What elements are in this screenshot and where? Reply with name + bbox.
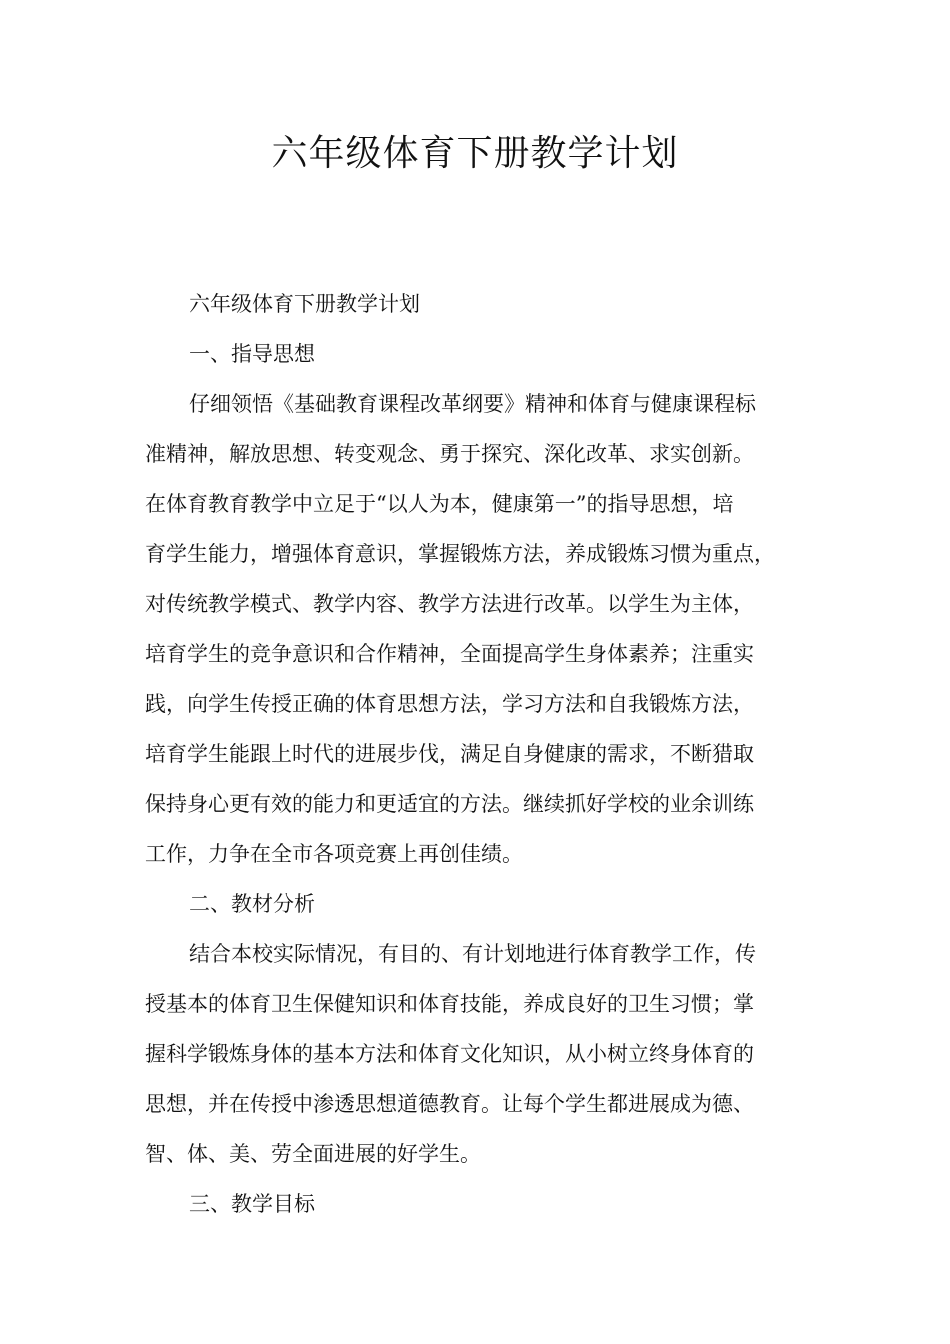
- paragraph-line: 准精神，解放思想、转变观念、勇于探究、深化改革、求实创新。: [145, 442, 754, 466]
- paragraph-line: 智、体、美、劳全面进展的好学生。: [145, 1142, 481, 1166]
- paragraph-line: 六年级体育下册教学计划: [189, 292, 420, 316]
- section-heading: 一、指导思想: [189, 342, 315, 366]
- paragraph-line: 授基本的体育卫生保健知识和体育技能，养成良好的卫生习惯；掌: [145, 992, 754, 1016]
- paragraph-line: 培育学生能跟上时代的进展步伐，满足自身健康的需求，不断猎取: [145, 742, 754, 766]
- paragraph-line: 握科学锻炼身体的基本方法和体育文化知识，从小树立终身体育的: [145, 1042, 754, 1066]
- paragraph-line: 在体育教育教学中立足于“以人为本，健康第一”的指导思想，培: [145, 492, 734, 516]
- section-heading: 三、教学目标: [189, 1192, 315, 1216]
- paragraph-line: 工作，力争在全市各项竞赛上再创佳绩。: [145, 842, 523, 866]
- paragraph-line: 思想，并在传授中渗透思想道德教育。让每个学生都进展成为德、: [145, 1092, 754, 1116]
- document-title: 六年级体育下册教学计划: [271, 133, 679, 174]
- document-body: [145, 279, 829, 1229]
- paragraph-line: 仔细领悟《基础教育课程改革纲要》精神和体育与健康课程标: [189, 392, 756, 416]
- section-heading: 二、教材分析: [189, 892, 315, 916]
- paragraph-line: 对传统教学模式、教学内容、教学方法进行改革。以学生为主体，: [145, 592, 754, 616]
- paragraph-line: 践，向学生传授正确的体育思想方法，学习方法和自我锻炼方法，: [145, 692, 754, 716]
- paragraph-line: 保持身心更有效的能力和更适宜的方法。继续抓好学校的业余训练: [145, 792, 754, 816]
- paragraph-line: 培育学生的竞争意识和合作精神，全面提高学生身体素养；注重实: [145, 642, 754, 666]
- paragraph-line: 育学生能力，增强体育意识，掌握锻炼方法，养成锻炼习惯为重点，: [145, 542, 775, 566]
- paragraph-line: 结合本校实际情况，有目的、有计划地进行体育教学工作，传: [189, 942, 756, 966]
